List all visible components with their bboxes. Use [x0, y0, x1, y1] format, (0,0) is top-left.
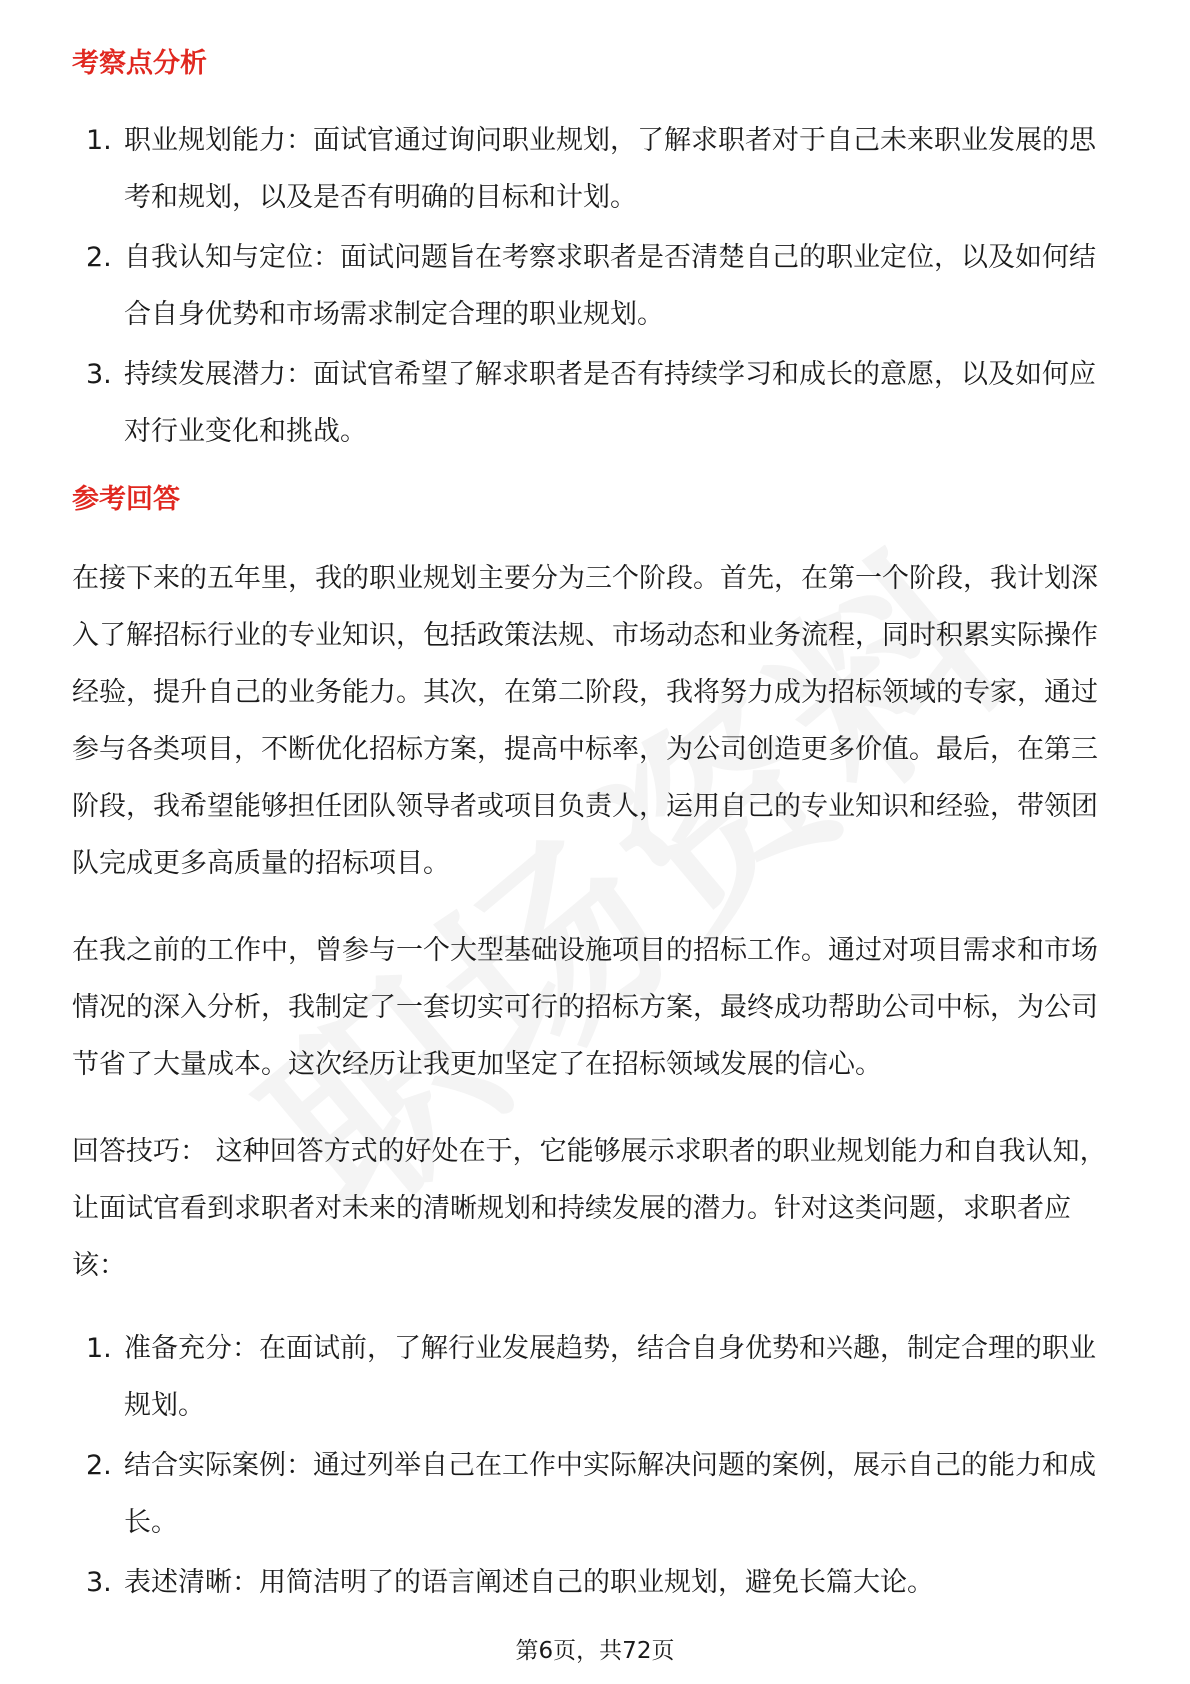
list-item-number: 3.: [86, 359, 112, 390]
experience-paragraph: 在我之前的工作中，曾参与一个大型基础设施项目的招标工作。通过对项目需求和市场情况的深入分析，我制定了一套切实可行的招标方案，最终成功帮助公司中标，为公司节省了大量成本。这次经历让我更加坚定了在招标领域发展的信心。: [72, 935, 1098, 1080]
list-item-text: 职业规划能力：面试官通过询问职业规划，了解求职者对于自己未来职业发展的思考和规划，以及是否有明确的目标和计划。: [124, 125, 1096, 213]
answer-paragraph: 在接下来的五年里，我的职业规划主要分为三个阶段。首先，在第一个阶段，我计划深入了解招标行业的专业知识，包括政策法规、市场动态和业务流程，同时积累实际操作经验，提升自己的业务能力。其次，在第二阶段，我将努力成为招标领域的专家，通过参与各类项目，不断优化招标方案，提高中标率，为公司创造更多价值。最后，在第三阶段，我希望能够担任团队领导者或项目负责人，运用自己的专业知识和经验，带领团队完成更多高质量的招标项目。: [72, 563, 1098, 879]
tips-intro-paragraph: 回答技巧： 这种回答方式的好处在于，它能够展示求职者的职业规划能力和自我认知，让面试官看到求职者对未来的清晰规划和持续发展的潜力。针对这类问题，求职者应该：: [72, 1136, 1107, 1281]
list-item-text: 持续发展潜力：面试官希望了解求职者是否有持续学习和成长的意愿，以及如何应对行业变化和挑战。: [124, 359, 1096, 447]
page-content: [72, 44, 1122, 1614]
section-title-analysis: 考察点分析: [72, 48, 207, 79]
list-item-text: 准备充分：在面试前，了解行业发展趋势，结合自身优势和兴趣，制定合理的职业规划。: [124, 1333, 1096, 1421]
list-item: [72, 346, 1122, 460]
list-item: [72, 1320, 1122, 1434]
list-item-number: 3.: [86, 1567, 112, 1598]
list-item-number: 2.: [86, 1450, 112, 1481]
analysis-list: [72, 112, 1122, 460]
list-item-text: 自我认知与定位：面试问题旨在考察求职者是否清楚自己的职业定位，以及如何结合自身优势和市场需求制定合理的职业规划。: [124, 242, 1096, 330]
list-item-number: 2.: [86, 242, 112, 273]
list-item: [72, 229, 1122, 343]
list-item: [72, 1437, 1122, 1551]
section-title-answer: 参考回答: [72, 484, 180, 515]
tips-list: [72, 1320, 1122, 1611]
list-item-number: 1.: [86, 1333, 112, 1364]
list-item: [72, 1554, 1122, 1611]
page-number: 第6页，共72页: [515, 1638, 675, 1664]
list-item-text: 表述清晰：用简洁明了的语言阐述自己的职业规划，避免长篇大论。: [124, 1567, 934, 1598]
list-item-text: 结合实际案例：通过列举自己在工作中实际解决问题的案例，展示自己的能力和成长。: [124, 1450, 1096, 1538]
list-item: [72, 112, 1122, 226]
list-item-number: 1.: [86, 125, 112, 156]
